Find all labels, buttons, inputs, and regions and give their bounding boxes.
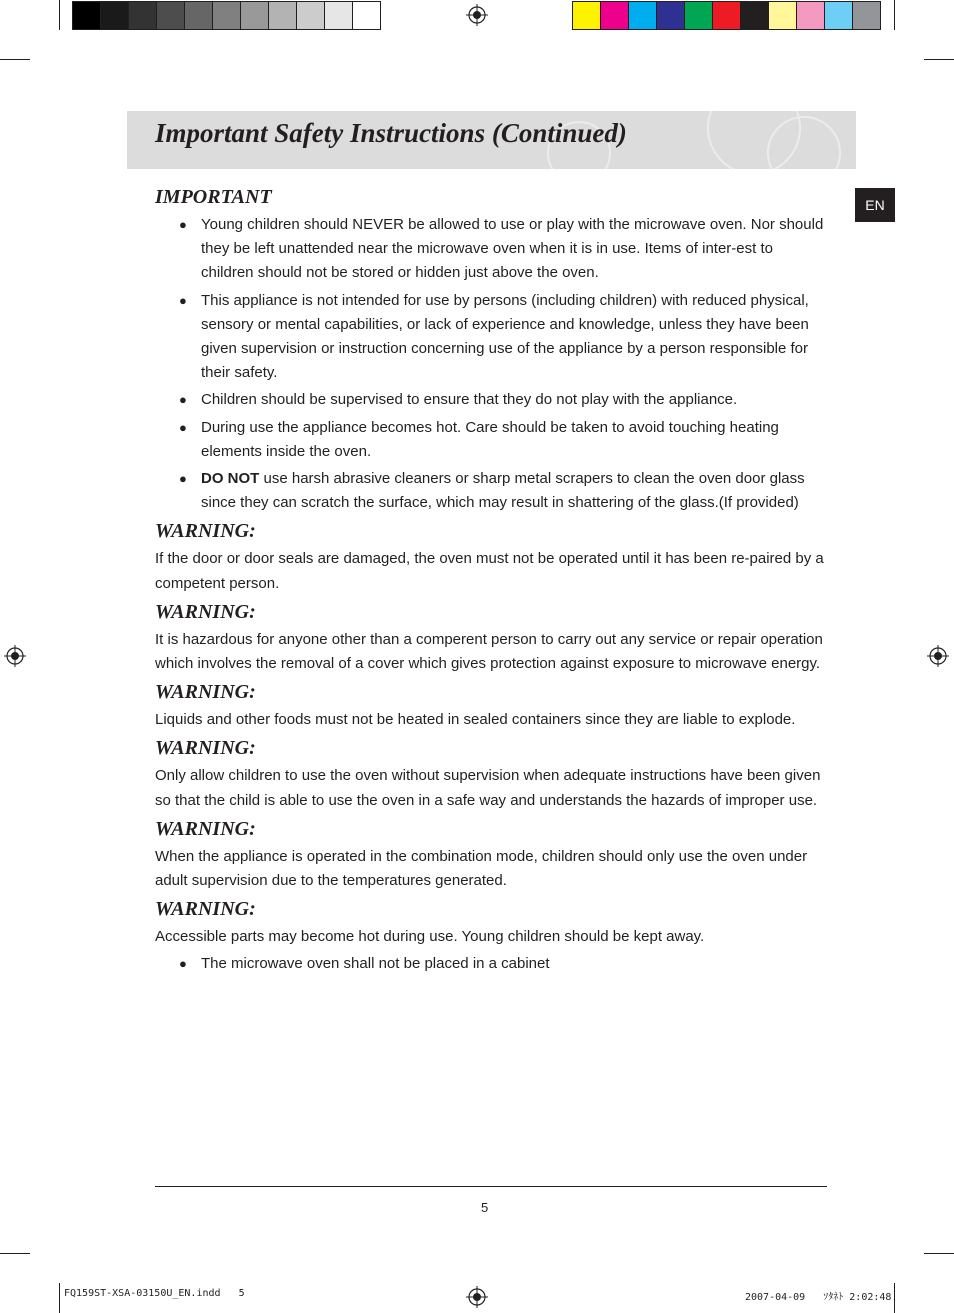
bullet-icon: ● [179, 471, 187, 487]
registration-mark-icon [466, 1286, 488, 1308]
warning-text: Accessible parts may become hot during use. Young children should be kept away. [155, 928, 705, 946]
bullet-icon: ● [179, 419, 187, 435]
color-swatch [796, 1, 825, 30]
color-swatch [628, 1, 657, 30]
registration-mark-icon [466, 4, 488, 26]
warning-text: Liquids and other foods must not be heated in sealed containers since they are liable to explode. [155, 711, 796, 729]
crop-mark [59, 0, 60, 30]
crop-mark [0, 1253, 30, 1254]
crop-mark [894, 0, 895, 30]
color-swatch [268, 1, 297, 30]
do-not-emphasis: DO NOT [201, 470, 260, 488]
color-swatch [212, 1, 241, 30]
warning-text: It is hazardous for anyone other than a comperent person to carry out any service or repair operation which involves the removal of a cover which gives protection against exposure to microwave energy. [155, 630, 823, 673]
grayscale-color-bar [72, 1, 380, 29]
list-item: ● Young children should NEVER be allowed to use or play with the microwave oven. Nor should they be left unattended near the microwave oven when it is in use. Items of inter-est to children should not be stored or hidden just above the oven. [155, 213, 827, 286]
color-swatch [352, 1, 381, 30]
color-swatch [656, 1, 685, 30]
warning-heading: WARNING: [155, 681, 256, 704]
crop-mark [894, 1283, 895, 1313]
warning-text: Only allow children to use the oven without supervision when adequate instructions have been given so that the child is able to use the oven in a safe way and understands the hazards of improper use. [155, 767, 821, 809]
crop-mark [924, 59, 954, 60]
process-color-bar [572, 1, 880, 29]
warning-heading: WARNING: [155, 600, 256, 623]
color-swatch [712, 1, 741, 30]
title-banner [127, 111, 856, 169]
registration-mark-icon [927, 645, 949, 667]
list-item: ● DO NOT use harsh abrasive cleaners or sharp metal scrapers to clean the oven door glass since they can scratch the surface, which may result in shattering of the glass.(If provided) [155, 467, 827, 515]
warning-text: When the appliance is operated in the combination mode, children should only use the oven under adult supervision due to the temperatures generated. [155, 847, 808, 890]
page-number: 5 [481, 1200, 489, 1215]
crop-mark [59, 1283, 60, 1313]
bullet-icon: ● [179, 217, 187, 232]
language-tab: EN [855, 188, 895, 222]
color-swatch [684, 1, 713, 30]
list-item: ● During use the appliance becomes hot. Care should be taken to avoid touching heating elements inside the oven. [155, 416, 827, 464]
list-item: ● Children should be supervised to ensure that they do not play with the appliance. [155, 388, 827, 412]
warning-heading: WARNING: [155, 737, 256, 760]
important-list [155, 213, 827, 515]
color-swatch [184, 1, 213, 30]
list-item: ● This appliance is not intended for use by persons (including children) with reduced physical, sensory or mental capabilities, or lack of experience and knowledge, unless they have been given supervision or instruction concerning use of the appliance by a person responsible for their safety. [155, 289, 827, 386]
warning-text: If the door or door seals are damaged, the oven must not be operated until it has been re-paired by a competent person. [155, 550, 824, 592]
color-swatch [572, 1, 601, 30]
color-swatch [128, 1, 157, 30]
warning-heading: WARNING: [155, 520, 256, 543]
color-swatch [156, 1, 185, 30]
page-title: Important Safety Instructions (Continued) [155, 118, 627, 148]
crop-mark [0, 59, 30, 60]
bullet-icon: ● [179, 392, 187, 408]
color-swatch [296, 1, 325, 30]
date-slug: 2007-04-09 ｿﾀﾈﾄ 2:02:48 [745, 1292, 892, 1303]
important-heading: IMPORTANT [155, 186, 272, 208]
bullet-icon: ● [179, 956, 187, 972]
warning-heading: WARNING: [155, 817, 256, 840]
color-swatch [72, 1, 101, 30]
color-swatch [600, 1, 629, 30]
registration-mark-icon [4, 645, 26, 667]
color-swatch [852, 1, 881, 30]
bullet-icon: ● [179, 292, 187, 308]
file-slug: FQ159ST-XSA-03150U_EN.indd 5 [64, 1288, 245, 1299]
warning-list [155, 952, 827, 976]
color-swatch [324, 1, 353, 30]
color-swatch [100, 1, 129, 30]
list-item: ● The microwave oven shall not be placed in a cabinet [155, 952, 827, 976]
footer-divider [155, 1186, 827, 1187]
warning-heading: WARNING: [155, 898, 256, 921]
crop-mark [924, 1253, 954, 1254]
color-swatch [768, 1, 797, 30]
color-swatch [824, 1, 853, 30]
color-swatch [740, 1, 769, 30]
color-swatch [240, 1, 269, 30]
safety-instructions-content [155, 184, 827, 980]
